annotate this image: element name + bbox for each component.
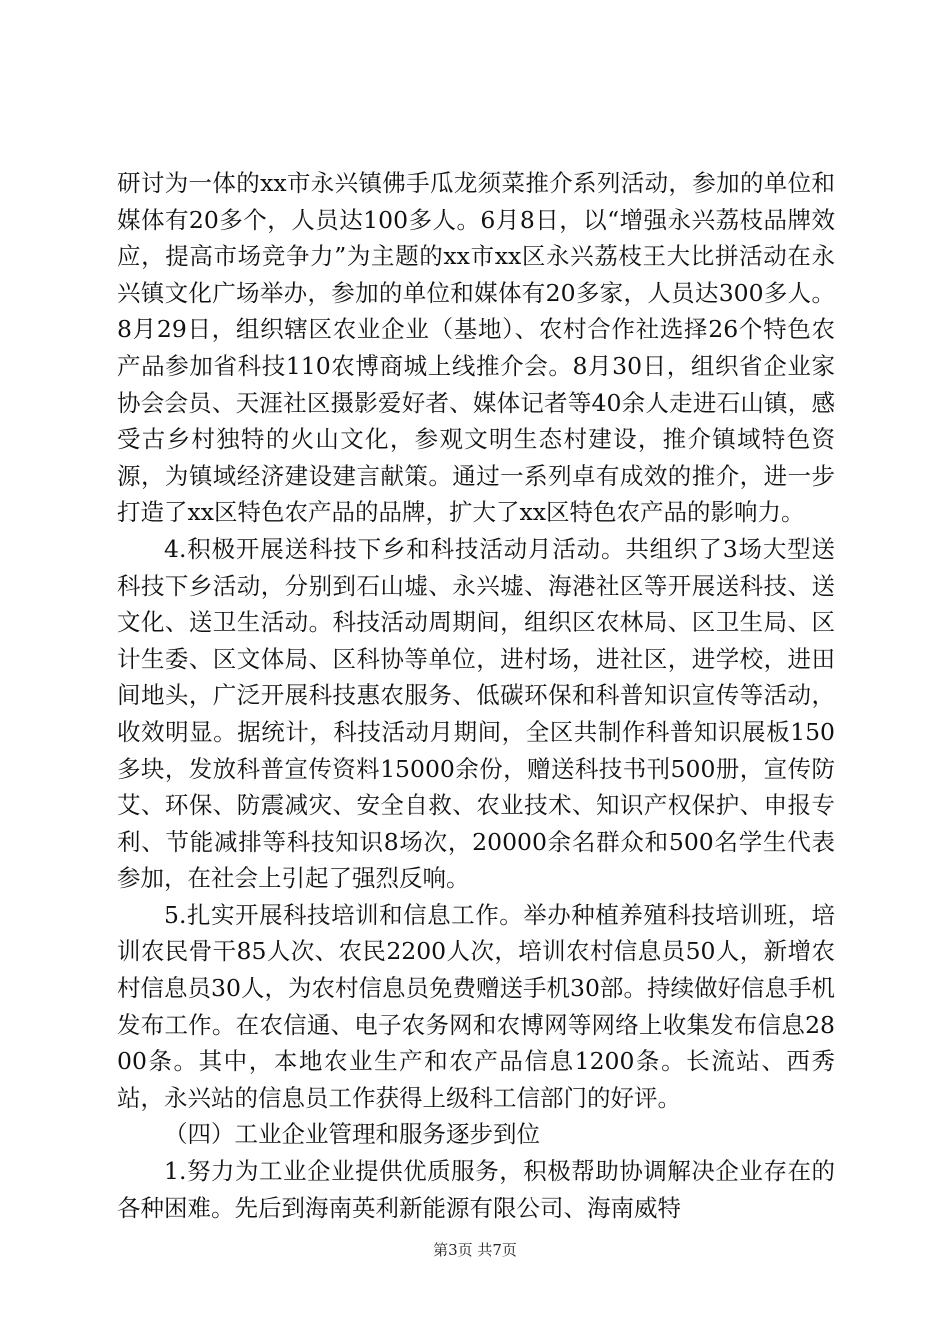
paragraph-continued: 研讨为一体的xx市永兴镇佛手瓜龙须菜推介系列活动，参加的单位和媒体有20多个，人员达100多人。6月8日，以“增强永兴荔枝品牌效应，提高市场竞争力”为主题的xx市xx区永兴荔枝王大比拼活动在永兴镇文化广场举办，参加的单位和媒体有20多家，人员达300多人。8月29日，组织辖区农业企业（基地）、农村合作社选择26个特色农产品参加省科技110农博商城上线推介会。8月30日，组织省企业家协会会员、天涯社区摄影爱好者、媒体记者等40余人走进石山镇，感受古乡村独特的火山文化，参观文明生态村建设，推介镇域特色资源，为镇域经济建设建言献策。通过一系列卓有成效的推介，进一步打造了xx区特色农产品的品牌，扩大了xx区特色农产品的影响力。 bbox=[117, 169, 835, 527]
paragraph-item-5: 5.扎实开展科技培训和信息工作。举办种植养殖科技培训班，培训农民骨干85人次、农民2200人次，培训农村信息员50人，新增农村信息员30人，为农村信息员免费赠送手机30部。持续做好信息手机发布工作。在农信通、电子农务网和农博网等网络上收集发布信息2800条。其中，本地农业生产和农产品信息1200条。长流站、西秀站，永兴站的信息员工作获得上级科工信部门的好评。 bbox=[117, 900, 835, 1112]
document-body bbox=[117, 165, 835, 1226]
page-footer: 第3页 共7页 bbox=[433, 1241, 517, 1259]
section-heading-4: （四）工业企业管理和服务逐步到位 bbox=[164, 1120, 540, 1149]
paragraph-item-1: 1.努力为工业企业提供优质服务，积极帮助协调解决企业存在的各种困难。先后到海南英利新能源有限公司、海南威特 bbox=[117, 1157, 835, 1222]
paragraph-item-4: 4.积极开展送科技下乡和科技活动月活动。共组织了3场大型送科技下乡活动，分别到石山墟、永兴墟、海港社区等开展送科技、送文化、送卫生活动。科技活动周期间，组织区农林局、区卫生局、区计生委、区文体局、区科协等单位，进村场，进社区，进学校，进田间地头，广泛开展科技惠农服务、低碳环保和科普知识宣传等活动，收效明显。据统计，科技活动月期间，全区共制作科普知识展板150多块，发放科普宣传资料15000余份，赠送科技书刊500册，宣传防艾、环保、防震减灾、安全自救、农业技术、知识产权保护、申报专利、节能减排等科技知识8场次，20000余名群众和500名学生代表参加，在社会上引起了强烈反响。 bbox=[117, 534, 835, 893]
